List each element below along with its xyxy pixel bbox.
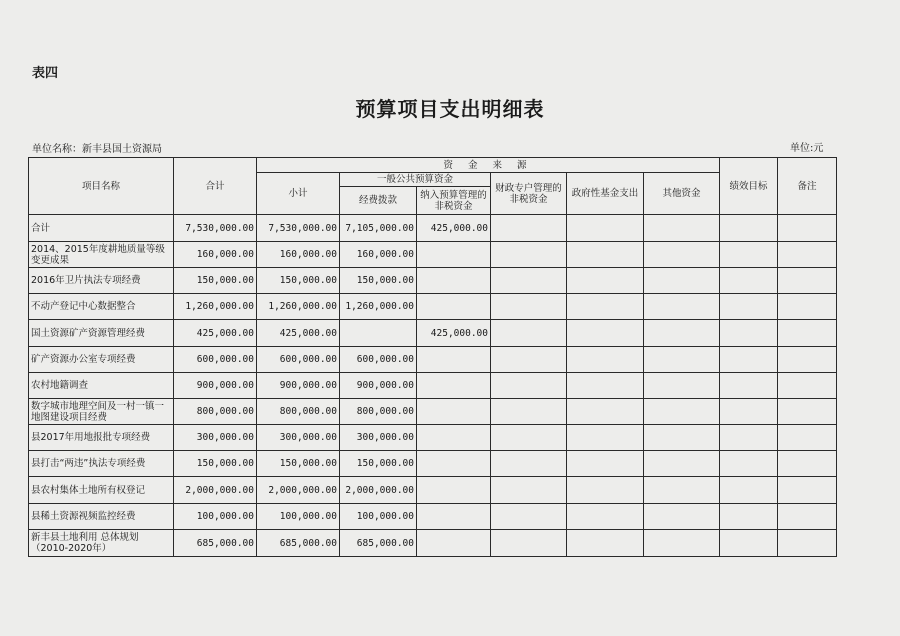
header-general-budget: 一般公共预算资金 [340,173,491,187]
row-other-funds [644,242,720,268]
row-non-tax: 425,000.00 [417,320,491,347]
row-appropriation: 800,000.00 [340,399,417,425]
row-total: 600,000.00 [174,347,257,373]
row-total: 300,000.00 [174,425,257,451]
row-other-funds [644,268,720,294]
row-gov-fund [567,504,644,530]
table-row [29,477,837,504]
row-remarks [778,215,837,242]
row-project-name: 县2017年用地报批专项经费 [29,425,174,451]
row-subtotal: 150,000.00 [257,451,340,477]
row-remarks [778,504,837,530]
row-special-non-tax [491,294,567,320]
row-remarks [778,399,837,425]
row-gov-fund [567,347,644,373]
row-total: 685,000.00 [174,530,257,557]
row-performance [720,425,778,451]
row-non-tax [417,373,491,399]
table-row [29,504,837,530]
row-project-name: 县稀土资源视频监控经费 [29,504,174,530]
row-remarks [778,268,837,294]
row-non-tax [417,242,491,268]
row-appropriation: 2,000,000.00 [340,477,417,504]
row-appropriation: 7,105,000.00 [340,215,417,242]
row-appropriation: 160,000.00 [340,242,417,268]
row-gov-fund [567,242,644,268]
row-appropriation: 1,260,000.00 [340,294,417,320]
row-gov-fund [567,268,644,294]
table-row [29,294,837,320]
row-appropriation [340,320,417,347]
row-special-non-tax [491,477,567,504]
table-row [29,451,837,477]
row-other-funds [644,373,720,399]
table-row [29,320,837,347]
header-total: 合计 [174,158,257,215]
row-subtotal: 300,000.00 [257,425,340,451]
row-other-funds [644,347,720,373]
row-performance [720,215,778,242]
row-project-name: 县农村集体土地所有权登记 [29,477,174,504]
row-performance [720,347,778,373]
row-project-name: 不动产登记中心数据整合 [29,294,174,320]
row-project-name: 2014、2015年度耕地质量等级变更成果 [29,242,174,268]
row-other-funds [644,530,720,557]
table-row [29,530,837,557]
row-project-name: 县打击“两违”执法专项经费 [29,451,174,477]
row-non-tax [417,294,491,320]
row-gov-fund [567,215,644,242]
row-appropriation: 300,000.00 [340,425,417,451]
row-gov-fund [567,399,644,425]
row-subtotal: 150,000.00 [257,268,340,294]
row-special-non-tax [491,320,567,347]
row-performance [720,294,778,320]
row-subtotal: 800,000.00 [257,399,340,425]
row-gov-fund [567,451,644,477]
row-project-name: 合计 [29,215,174,242]
row-project-name: 数字城市地理空间及一村一镇一地图建设项目经费 [29,399,174,425]
row-performance [720,242,778,268]
header-non-tax-budget: 纳入预算管理的非税资金 [417,187,491,215]
row-remarks [778,242,837,268]
page-title: 预算项目支出明细表 [355,97,545,121]
row-total: 150,000.00 [174,268,257,294]
row-subtotal: 7,530,000.00 [257,215,340,242]
row-other-funds [644,477,720,504]
row-special-non-tax [491,451,567,477]
row-remarks [778,294,837,320]
row-performance [720,451,778,477]
row-subtotal: 685,000.00 [257,530,340,557]
header-subtotal: 小计 [257,173,340,215]
table-row [29,268,837,294]
table-row [29,242,837,268]
header-appropriation: 经费拨款 [340,187,417,215]
row-remarks [778,425,837,451]
row-project-name: 国土资源矿产资源管理经费 [29,320,174,347]
row-performance [720,373,778,399]
budget-table [28,157,837,557]
row-gov-fund [567,477,644,504]
table-row [29,373,837,399]
row-project-name: 新丰县土地利用 总体规划（2010-2020年） [29,530,174,557]
row-total: 7,530,000.00 [174,215,257,242]
header-other-funds: 其他资金 [644,173,720,215]
row-non-tax [417,504,491,530]
row-other-funds [644,294,720,320]
row-performance [720,399,778,425]
row-special-non-tax [491,268,567,294]
row-gov-fund [567,425,644,451]
table-row [29,215,837,242]
header-funding-source: 资 金 来 源 [257,158,720,173]
row-gov-fund [567,320,644,347]
header-performance: 绩效目标 [720,158,778,215]
row-total: 425,000.00 [174,320,257,347]
row-appropriation: 900,000.00 [340,373,417,399]
row-subtotal: 425,000.00 [257,320,340,347]
row-appropriation: 150,000.00 [340,451,417,477]
row-total: 2,000,000.00 [174,477,257,504]
row-non-tax: 425,000.00 [417,215,491,242]
row-project-name: 2016年卫片执法专项经费 [29,268,174,294]
row-subtotal: 160,000.00 [257,242,340,268]
row-non-tax [417,268,491,294]
row-non-tax [417,425,491,451]
row-performance [720,320,778,347]
row-appropriation: 100,000.00 [340,504,417,530]
row-remarks [778,477,837,504]
table-row [29,425,837,451]
row-performance [720,477,778,504]
row-remarks [778,451,837,477]
header-gov-fund: 政府性基金支出 [567,173,644,215]
row-appropriation: 685,000.00 [340,530,417,557]
row-project-name: 农村地籍调查 [29,373,174,399]
row-subtotal: 600,000.00 [257,347,340,373]
row-non-tax [417,451,491,477]
header-remarks: 备注 [778,158,837,215]
row-special-non-tax [491,242,567,268]
row-project-name: 矿产资源办公室专项经费 [29,347,174,373]
row-other-funds [644,504,720,530]
row-gov-fund [567,530,644,557]
table-number: 表四 [32,66,59,81]
row-subtotal: 2,000,000.00 [257,477,340,504]
unit-name: 单位名称：新丰县国土资源局 [32,144,162,155]
row-total: 150,000.00 [174,451,257,477]
row-subtotal: 1,260,000.00 [257,294,340,320]
row-total: 900,000.00 [174,373,257,399]
row-special-non-tax [491,347,567,373]
currency-unit: 单位:元 [790,143,824,154]
header-special-non-tax: 财政专户管理的非税资金 [491,173,567,215]
row-other-funds [644,399,720,425]
table-row [29,399,837,425]
row-special-non-tax [491,504,567,530]
header-project-name: 项目名称 [29,158,174,215]
row-total: 160,000.00 [174,242,257,268]
row-other-funds [644,320,720,347]
row-special-non-tax [491,425,567,451]
row-special-non-tax [491,373,567,399]
row-subtotal: 100,000.00 [257,504,340,530]
row-remarks [778,347,837,373]
row-performance [720,268,778,294]
row-other-funds [644,425,720,451]
row-non-tax [417,347,491,373]
row-special-non-tax [491,215,567,242]
row-other-funds [644,451,720,477]
row-other-funds [644,215,720,242]
row-non-tax [417,530,491,557]
row-remarks [778,320,837,347]
row-non-tax [417,399,491,425]
row-total: 1,260,000.00 [174,294,257,320]
row-performance [720,530,778,557]
row-appropriation: 150,000.00 [340,268,417,294]
row-gov-fund [567,294,644,320]
row-total: 800,000.00 [174,399,257,425]
row-performance [720,504,778,530]
row-non-tax [417,477,491,504]
row-special-non-tax [491,399,567,425]
row-total: 100,000.00 [174,504,257,530]
table-row [29,347,837,373]
row-subtotal: 900,000.00 [257,373,340,399]
row-remarks [778,373,837,399]
row-remarks [778,530,837,557]
row-special-non-tax [491,530,567,557]
row-appropriation: 600,000.00 [340,347,417,373]
row-gov-fund [567,373,644,399]
